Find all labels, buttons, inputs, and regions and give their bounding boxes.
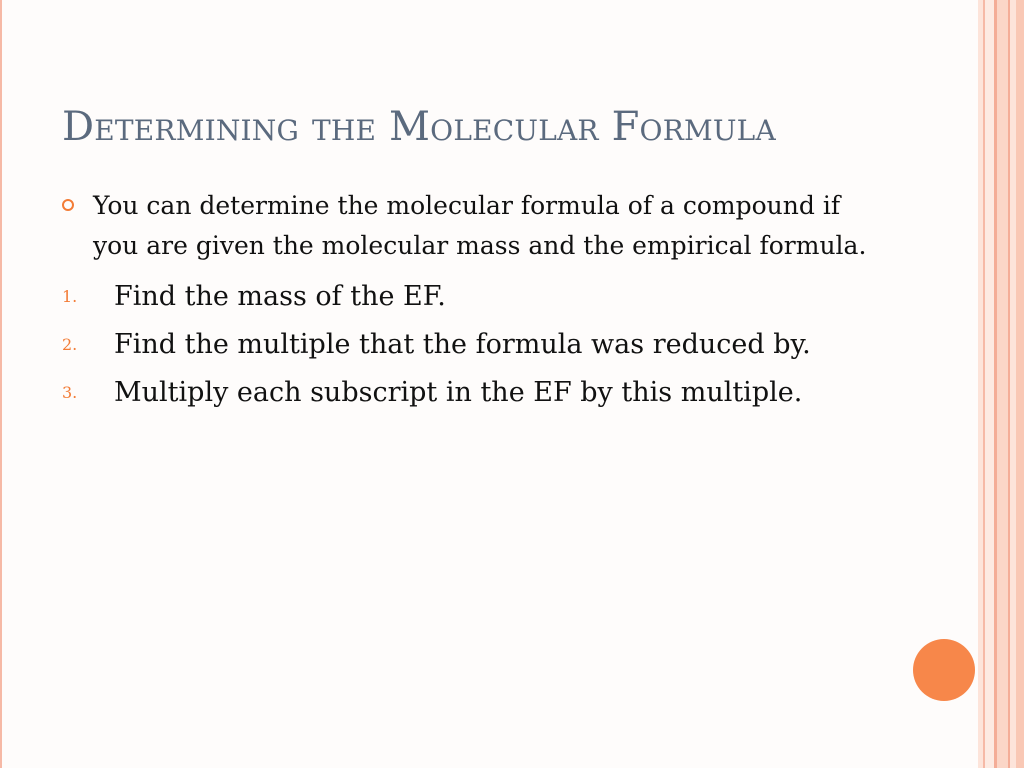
step-item <box>62 276 892 318</box>
step-text: Multiply each subscript in the EF by this multiple. <box>114 377 803 408</box>
step-text: Find the mass of the EF. <box>114 281 446 312</box>
step-item <box>62 324 892 366</box>
stripe <box>1016 0 1024 768</box>
slide-title: Determining the Molecular Formula <box>62 104 776 150</box>
step-number: 3. <box>62 383 78 402</box>
intro-bullet <box>62 186 892 266</box>
intro-bullet-text: You can determine the molecular formula of a compound if you are given the molecular mass and the empirical formula. <box>93 191 867 260</box>
right-decorative-stripes <box>978 0 1024 768</box>
step-number: 1. <box>62 287 78 306</box>
slide-body <box>62 186 892 420</box>
orange-circle-decoration <box>913 639 975 701</box>
step-number: 2. <box>62 335 78 354</box>
step-item <box>62 372 892 414</box>
step-text: Find the multiple that the formula was reduced by. <box>114 329 811 360</box>
left-border-stripe <box>0 0 2 768</box>
stripe <box>997 0 1008 768</box>
ring-bullet-icon <box>62 199 74 211</box>
stripe <box>985 0 994 768</box>
